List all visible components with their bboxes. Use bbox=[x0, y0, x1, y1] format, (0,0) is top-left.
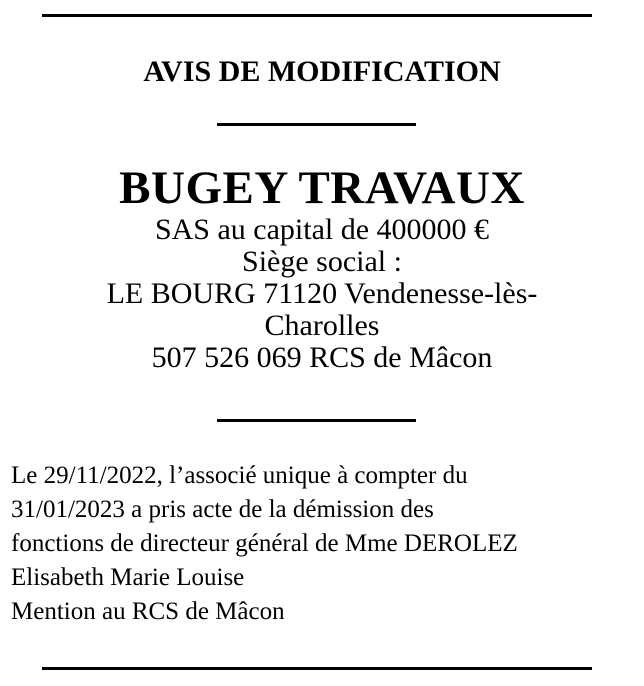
notice-heading: AVIS DE MODIFICATION bbox=[143, 55, 501, 88]
notice-body-line: Le 29/11/2022, l’associé unique à compter du bbox=[11, 462, 468, 489]
registered-office-address-cont: Charolles bbox=[264, 309, 380, 342]
notice-body-line: fonctions de directeur général de Mme DEROLEZ bbox=[11, 530, 518, 557]
notice-body-line: Elisabeth Marie Louise bbox=[11, 564, 245, 591]
details-divider bbox=[217, 419, 416, 422]
company-details bbox=[0, 214, 644, 374]
bottom-divider bbox=[42, 667, 592, 670]
registered-office-address: LE BOURG 71120 Vendenesse-lès- bbox=[106, 277, 538, 310]
rcs-number: 507 526 069 RCS de Mâcon bbox=[151, 341, 493, 374]
notice-body-line: Mention au RCS de Mâcon bbox=[11, 598, 285, 625]
top-divider bbox=[42, 14, 592, 17]
registered-office-label: Siège social : bbox=[242, 245, 402, 278]
heading-divider bbox=[217, 123, 416, 126]
company-name: BUGEY TRAVAUX bbox=[119, 162, 525, 214]
notice-body-line: 31/01/2023 a pris acte de la démission des bbox=[11, 496, 434, 523]
notice-body bbox=[11, 459, 636, 629]
company-capital: SAS au capital de 400000 € bbox=[154, 213, 490, 246]
